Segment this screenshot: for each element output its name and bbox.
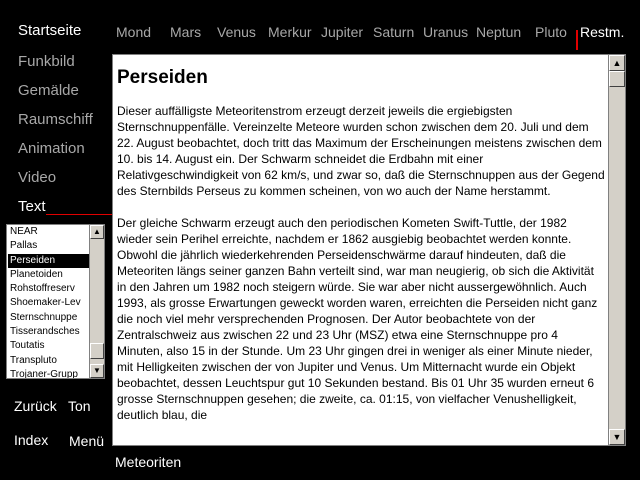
article-paragraph-2: Der gleiche Schwarm erzeugt auch den periodischen Kometen Swift-Tuttle, der 1982 wieder sein Perihel erreichte, nachdem er 1862 ausgiebig beobachtet werden konnte. Obwohl die jährlich wiederkehrenden Perseidenschwärme darauf hindeuten, daß die Meteoriten längs seiner ganzen Bahn verteilt sind, war man neugierig, ob sich die Aktivität in den Jahren um 1982 noch steigern würde. Sie war aber nicht aussergewöhnlich. Auch 1993, als grosse Erwartungen geweckt worden waren, erreichten die Perseiden nicht ganz die noch viel mehr versprechenden Prognosen. Der Autor beobachtete von der Zentralschweiz aus zwischen 22 und 23 Uhr (MSZ) etwa eine Sternschnuppe pro 4 Minuten, also 15 in der Stunde. Um 23 Uhr gingen drei in weniger als einer Minute nieder, mit Helligkeiten zwischen der von Jupiter und Venus. Um Mitternacht wurde ein Objekt beobachtet, dessen Leuchtspur gut 10 Sekunden bestand. Bis 01 Uhr 35 wurden erneut 6 grosse Sternschnuppen gesehen; die zweite, ca. 01:15, von vielfacher Venushelligkeit, deutlich blau, die [117,216,598,422]
active-section-marker [46,214,112,215]
topic-list-items [8,225,91,379]
sidebar-item-gemaelde[interactable]: Gemälde [18,82,79,99]
list-item-selected[interactable]: Perseiden [8,254,91,268]
sidebar-item-funkbild[interactable]: Funkbild [18,53,75,70]
article-scrollbar[interactable] [608,55,625,445]
list-item[interactable]: Rohstoffreserv [10,283,75,295]
scroll-down-arrow-icon[interactable]: ▼ [609,429,625,445]
planet-mars[interactable]: Mars [170,24,202,40]
home-link[interactable]: Startseite [18,22,82,39]
list-item[interactable]: Shoemaker-Lev [10,297,81,309]
planet-merkur[interactable]: Merkur [268,24,312,40]
list-scrollbar[interactable] [89,225,104,378]
list-item[interactable]: Planetoiden [10,268,63,280]
sidebar-item-video[interactable]: Video [18,169,57,186]
scroll-down-arrow-icon[interactable]: ▼ [90,364,104,378]
sidebar-item-animation[interactable]: Animation [18,140,85,157]
list-item[interactable]: Sternschnuppe [10,311,78,323]
article-title: Perseiden [117,67,208,88]
planet-restm[interactable]: Restm. [580,24,625,40]
planet-neptun[interactable]: Neptun [476,24,522,40]
list-item[interactable]: Tisserandsches [10,326,80,338]
article-scroll-thumb[interactable] [609,71,625,87]
planet-saturn[interactable]: Saturn [373,24,415,40]
article-paragraph-1: Dieser auffälligste Meteoritenstrom erzeugt derzeit jeweils die ergiebigsten Sternschnuppenfälle. Vereinzelte Meteore wurden schon zwischen dem 20. Juli und dem 22. August beobachtet, doch tritt das Maximum der Erscheinungen meistens zwischen dem 10. bis 14. August ein. Der Schwarm schneidet die Erdbahn mit einer Relativgeschwindigkeit von 62 km/s, und zwar so, daß die Sternschnuppen aus der Gegend des Sternbilds Perseus zu kommen scheinen, von wo auch der Name herstammt. [117,104,605,198]
sound-button[interactable]: Ton [68,398,91,414]
article-body [117,67,605,439]
index-button[interactable]: Index [14,432,49,448]
article-panel [112,54,626,446]
scroll-up-arrow-icon[interactable]: ▲ [609,55,625,71]
topic-listbox[interactable] [6,224,105,379]
active-tab-marker [576,30,578,50]
planet-venus[interactable]: Venus [217,24,256,40]
list-item[interactable]: Trojaner-Grupp [10,368,78,379]
menu-button[interactable]: Menü [69,433,105,449]
sidebar-item-raumschiff[interactable]: Raumschiff [18,111,93,128]
list-item[interactable]: Toutatis [10,340,45,352]
scroll-up-arrow-icon[interactable]: ▲ [90,225,104,239]
planet-uranus[interactable]: Uranus [423,24,469,40]
list-item[interactable]: Pallas [10,240,38,252]
list-scroll-thumb[interactable] [90,343,104,359]
planet-jupiter[interactable]: Jupiter [321,24,364,40]
list-item[interactable]: NEAR [10,226,38,237]
list-item[interactable]: Transpluto [10,354,57,366]
back-button[interactable]: Zurück [14,398,57,414]
planet-mond[interactable]: Mond [116,24,152,40]
sidebar-item-text[interactable]: Text [18,198,46,215]
planet-pluto[interactable]: Pluto [535,24,567,40]
page-footer-title: Meteoriten [115,454,182,470]
